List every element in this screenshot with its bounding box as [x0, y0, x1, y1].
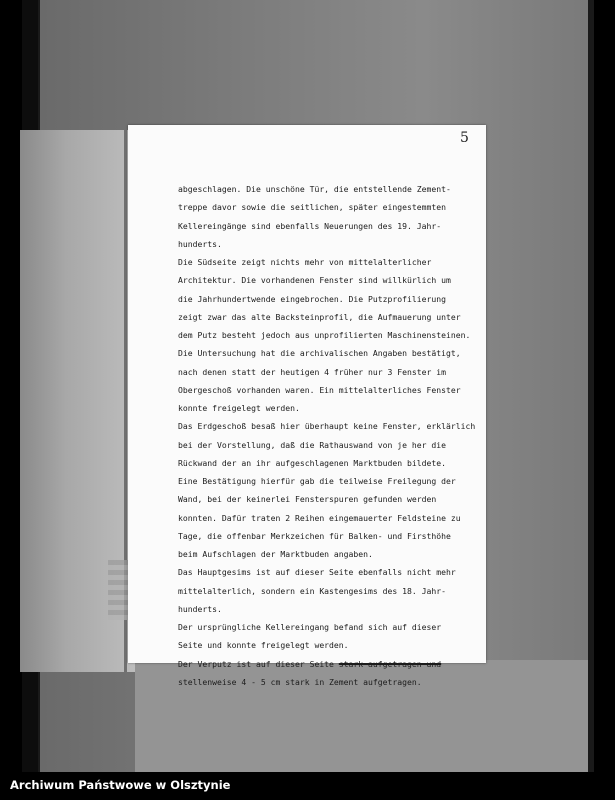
text-line-content: Das Erdgeschoß besaß hier überhaupt keine Fenster, erklärlich [178, 421, 476, 432]
text-line [178, 363, 483, 381]
text-line [178, 253, 483, 271]
text-line [178, 472, 483, 490]
text-line-content: konnten. Dafür traten 2 Reihen eingemauerter Feldsteine zu [178, 512, 461, 523]
text-line-content: treppe davor sowie die seitlichen, später eingestemmten [178, 202, 447, 213]
text-line-content: die Jahrhundertwende eingebrochen. Die Putzprofilierung [178, 293, 447, 304]
archive-footer-label: Archiwum Państwowe w Olsztynie [10, 778, 231, 792]
text-line-content: mittelalterlich, sondern ein Kastengesims des 18. Jahr- [178, 585, 447, 596]
text-line [178, 344, 483, 362]
text-line [178, 180, 483, 198]
text-line-content: Obergeschoß vorhanden waren. Ein mittelalterliches Fenster [178, 384, 461, 395]
text-line-content: Rückwand der an ihr aufgeschlagenen Marktbuden bildete. [178, 457, 447, 468]
text-line [178, 381, 483, 399]
text-line [178, 582, 483, 600]
text-line-content: nach denen statt der heutigen 4 früher nur 3 Fenster im [178, 366, 447, 377]
page-number: 5 [460, 130, 469, 146]
text-line [178, 545, 483, 563]
text-line-content: Eine Bestätigung hierfür gab die teilweise Freilegung der [178, 476, 456, 486]
text-line [178, 290, 483, 308]
text-line-content: Kellereingänge sind ebenfalls Neuerungen des 19. Jahr- [178, 220, 442, 231]
text-line-content: stellenweise 4 - 5 cm stark in Zement aufgetragen. [178, 676, 422, 687]
text-line [178, 308, 483, 326]
text-line [178, 326, 483, 344]
text-line [178, 399, 483, 417]
text-line-content: Tage, die offenbar Merkzeichen für Balken- und Firsthöhe [178, 530, 451, 541]
text-line-content: Das Hauptgesims ist auf dieser Seite ebenfalls nicht mehr [178, 567, 456, 578]
text-line-content: abgeschlagen. Die unschöne Tür, die entstellende Zement- [178, 184, 451, 194]
text-line-content: beim Aufschlagen der Marktbuden angaben. [178, 549, 373, 559]
text-line-content: konnte freigelegt werden. [178, 403, 300, 413]
text-line [178, 673, 483, 691]
text-line [178, 198, 483, 216]
struck-out-text: stark aufgetragen und [338, 658, 442, 669]
text-line-content: Architektur. Die vorhandenen Fenster sind willkürlich um [178, 275, 451, 286]
text-line [178, 417, 483, 435]
text-line [178, 563, 483, 581]
text-line [178, 509, 483, 527]
text-line [178, 618, 483, 636]
text-line [178, 454, 483, 472]
text-line-content: Der Verputz ist auf dieser Seite [178, 658, 339, 669]
text-line [178, 436, 483, 454]
text-line [178, 490, 483, 508]
text-line [178, 217, 483, 235]
text-line-content: hunderts. [178, 603, 222, 614]
text-line-content: Wand, bei der keinerlei Fensterspuren gefunden werden [178, 494, 437, 505]
text-line [178, 655, 483, 673]
text-line-content: Seite und konnte freigelegt werden. [178, 640, 349, 651]
text-line [178, 636, 483, 654]
text-line [178, 527, 483, 545]
text-line-content: bei der Vorstellung, daß die Rathauswand von je her die [178, 439, 447, 450]
text-line-content: Der ursprüngliche Kellereingang befand sich auf dieser [178, 622, 442, 632]
text-line-content: dem Putz besteht jedoch aus unprofilierten Maschinensteinen. [178, 330, 471, 340]
text-line [178, 235, 483, 253]
text-line [178, 271, 483, 289]
text-line-content: Die Südseite zeigt nichts mehr von mittelalterlicher [178, 257, 432, 267]
text-line-content: zeigt zwar das alte Backsteinprofil, die Aufmauerung unter [178, 311, 461, 322]
text-line-content: Die Untersuchung hat die archivalischen Angaben bestätigt, [178, 348, 461, 359]
text-line [178, 600, 483, 618]
text-line-content: hunderts. [178, 238, 222, 249]
typewritten-text [178, 180, 483, 691]
